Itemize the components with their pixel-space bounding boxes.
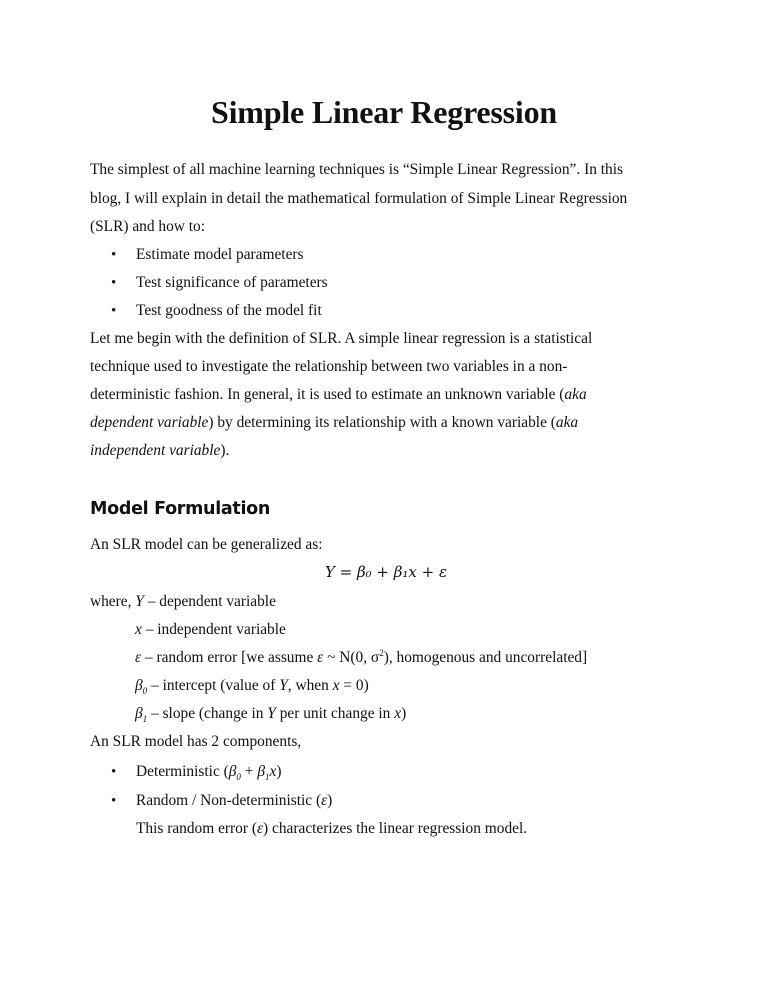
definition-line-5 [90, 441, 229, 461]
subscript-index: 0 [236, 772, 241, 783]
text: – independent variable [141, 621, 286, 638]
regression-equation: Y = β₀ + β₁x + ε [324, 563, 448, 581]
var: x [394, 705, 402, 722]
beta0-definition [135, 676, 369, 696]
bullet-icon: • [111, 793, 117, 809]
text: ) characterizes the linear regression model. [263, 820, 528, 837]
definition-line-2: technique used to investigate the relationship between two variables in a non- [90, 358, 568, 375]
text: , when [287, 677, 333, 694]
var: x [135, 621, 142, 638]
bullet-icon: • [111, 247, 117, 263]
list-item: Test goodness of the model fit [136, 302, 322, 319]
components-lead: An SLR model has 2 components, [90, 733, 302, 750]
var: Y [279, 677, 288, 694]
var: x [269, 763, 277, 780]
text: ~ N(0, σ [323, 649, 380, 666]
dependent-variable-italic: dependent variable [90, 414, 209, 431]
var: Y [267, 705, 276, 722]
text: Random / Non-deterministic ( [136, 792, 322, 809]
text: This random error ( [136, 820, 257, 837]
where-line [90, 592, 276, 612]
superscript: 2 [379, 647, 384, 658]
text: ) [327, 792, 333, 809]
bullet-icon: • [111, 764, 117, 780]
var: β [135, 705, 143, 722]
text: ) [401, 705, 407, 722]
beta1-definition [135, 704, 406, 724]
text: Deterministic ( [136, 763, 229, 780]
intro-line-1: The simplest of all machine learning techniques is “Simple Linear Regression”. In this [90, 161, 623, 178]
var: β [228, 763, 237, 780]
aka-italic: aka [564, 386, 587, 403]
list-item: Test significance of parameters [136, 274, 328, 291]
text: – dependent variable [143, 593, 276, 610]
var: ε [317, 649, 324, 666]
text: = 0) [339, 677, 369, 694]
bullet-icon: • [111, 275, 117, 291]
var: ε [135, 649, 142, 666]
text: ) [276, 763, 282, 780]
var: ε [256, 820, 264, 837]
epsilon-definition [135, 648, 587, 668]
text: per unit change in [275, 705, 395, 722]
independent-variable-italic: independent variable [90, 442, 221, 459]
subscript-index: 1 [142, 714, 148, 725]
text: ). [220, 442, 230, 459]
intro-line-3: (SLR) and how to: [90, 218, 205, 235]
component-random [136, 791, 332, 811]
component-deterministic [136, 762, 281, 782]
definition-line-4 [90, 413, 578, 433]
list-item: Estimate model parameters [136, 246, 304, 263]
var: β [135, 677, 143, 694]
text: – intercept (value of [147, 677, 280, 694]
x-definition [135, 620, 286, 640]
bullet-icon: • [111, 303, 117, 319]
definition-line-3 [90, 385, 587, 405]
page-title: Simple Linear Regression [210, 94, 558, 130]
text: deterministic fashion. In general, it is used to estimate an unknown variable ( [90, 386, 565, 403]
subscript-index: 0 [142, 686, 148, 697]
text: + [240, 763, 258, 780]
subscript-index: 1 [264, 772, 270, 783]
text: – slope (change in [147, 705, 268, 722]
random-error-note [136, 819, 527, 839]
text: ), homogenous and uncorrelated] [383, 649, 588, 666]
section-heading: Model Formulation [90, 499, 271, 519]
aka-italic: aka [555, 414, 579, 431]
text: ) by determining its relationship with a known variable ( [208, 414, 556, 431]
text: where, [90, 593, 136, 610]
model-lead: An SLR model can be generalized as: [90, 536, 323, 553]
var: Y [135, 593, 144, 610]
text: – random error [we assume [141, 649, 318, 666]
var: ε [321, 792, 328, 809]
var: x [332, 677, 340, 694]
intro-line-2: blog, I will explain in detail the mathematical formulation of Simple Linear Regression [90, 190, 628, 207]
definition-line-1: Let me begin with the definition of SLR. A simple linear regression is a statistical [90, 330, 593, 347]
var: β [257, 763, 265, 780]
